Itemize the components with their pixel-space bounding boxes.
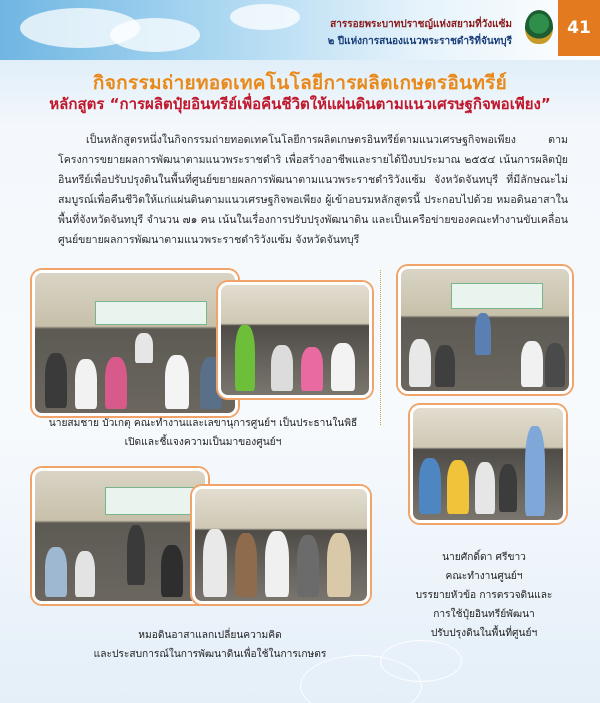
caption-speaker [404,548,564,643]
caption-line: และประสบการณ์ในการพัฒนาดินเพื่อใช้ในการเกษตร [93,649,327,660]
caption-line: นายศักดิ์ดา ศรีขาว [442,552,526,563]
sub-title: หลักสูตร “การผลิตปุ๋ยอินทรีย์เพื่อคืนชีวิตให้แผ่นดินตามแนวเศรษฐกิจพอเพียง” [49,95,551,113]
header-text [328,16,512,50]
photo-lecture-audience [398,266,572,394]
caption-line: เปิดและชี้แจงความเป็นมาของศูนย์ฯ [124,437,282,448]
photo-speaker-soil-lecture [410,405,566,523]
header-line-1: สารรอยพระบาทปราชญ์แห่งสยามที่วังแซ้ม [330,19,512,30]
decorative-swirl [380,640,462,682]
caption-line: นายสมชาย บัวเกตุ คณะทำงานและเลขานุการศูนย์ฯ เป็นประธานในพิธี [48,418,358,429]
event-banner [95,301,207,325]
photo-farmers-discussion-1 [32,468,208,604]
cloud-decoration [110,18,200,52]
cloud-decoration [230,4,300,30]
photo-farmers-discussion-2 [192,486,370,604]
photo-opening-ceremony [32,270,238,416]
header-line-2: ๒ ปีแห่งการสนองแนวพระราชดำริที่จันทบุรี [327,36,512,47]
event-banner [105,487,197,515]
caption-line: ปรับปรุงดินในพื้นที่ศูนย์ฯ [430,628,538,639]
event-banner [451,283,543,309]
caption-line: คณะทำงานศูนย์ฯ [445,571,523,582]
main-title: กิจกรรมถ่ายทอดเทคโนโลยีการผลิตเกษตรอินทรีย์ [92,72,508,94]
column-divider [380,270,381,425]
body-paragraph: เป็นหลักสูตรหนึ่งในกิจกรรมถ่ายทอดเทคโนโลยีการผลิตเกษตรอินทรีย์ตามแนวเศรษฐกิจพอเพียง ตามโครงการขยายผลการพัฒนาตามแนวพระราชดำริ เพื่อสร้างอาชีพและรายได้ปีงบประมาณ ๒๕๕๔ เน้นการผลิตปุ๋ยอินทรีย์เพื่อปรับปรุงดินในพื้นที่ศูนย์ขยายผลการพัฒนาตามแนวพระราชดำริวังแซ้ม จังหวัดจันทบุรี ที่มีลักษณะไม่สมบูรณ์เพื่อคืนชีวิตให้แก่แผ่นดินตามแนวเศรษฐกิจพอเพียง ผู้เข้าอบรมหลักสูตรนี้ ประกอบไปด้วย หมอดินอาสาในพื้นที่จังหวัดจันทบุรี จำนวน ๗๑ คน เน้นในเรื่องการปรับปรุงพัฒนาดิน และเป็นเครือข่ายของคณะทำงานขับเคลื่อนศูนย์ขยายผลการพัฒนาตามแนวพระราชดำริวังแซ้ม จังหวัดจันทบุรี [58,134,568,246]
photo-speaker-presentation [218,282,372,398]
caption-line: หมอดินอาสาแลกเปลี่ยนความคิด [138,630,282,641]
caption-opening-ceremony [28,414,378,452]
organization-emblem-icon [525,10,553,44]
caption-farmers-discussion [60,626,360,664]
caption-line: บรรยายหัวข้อ การตรวจดินและ [415,590,553,601]
page-number: 41 [558,0,600,56]
caption-line: การใช้ปุ๋ยอินทรีย์พัฒนา [433,609,535,620]
